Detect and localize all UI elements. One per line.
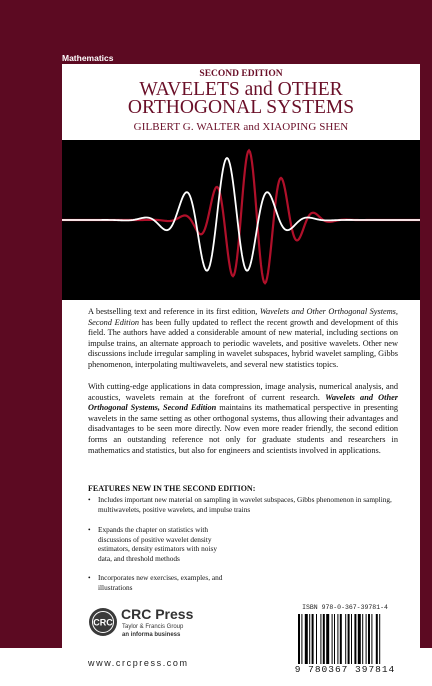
isbn-block bbox=[290, 604, 400, 686]
crc-press-logo-icon bbox=[88, 607, 118, 637]
cover-panel bbox=[62, 64, 420, 675]
barcode-bar bbox=[332, 614, 333, 664]
publisher-group: Taylor & Francis Group bbox=[122, 624, 184, 630]
publisher-block bbox=[88, 604, 218, 652]
barcode-bar bbox=[334, 614, 335, 664]
category-label: Mathematics bbox=[62, 53, 114, 63]
barcode-bar bbox=[358, 614, 361, 664]
description-paragraph-2 bbox=[88, 382, 398, 456]
p2-rest: maintains its mathematical perspective in presenting wavelets in the same setting as other orthogonal systems, thus allowing their advantages and disadvantages to be seen more directly. Now even more reader friendly, the second edition forms an outstanding reference not only for graduate students and researchers in mathematics and statistics, but also for engineers and scientists involved in applications. bbox=[88, 403, 398, 455]
barcode-bar bbox=[348, 614, 350, 664]
p1-lead: A bestselling text and reference in its first edition, bbox=[88, 307, 260, 316]
authors: GILBERT G. WALTER and XIAOPING SHEN bbox=[133, 121, 349, 133]
barcode-bar bbox=[305, 614, 308, 664]
publisher-business: an informa business bbox=[122, 632, 181, 638]
barcode-bar bbox=[298, 614, 300, 664]
feature-item bbox=[88, 525, 228, 563]
p1-rest: has been fully updated to reflect the recent growth and development of this field. The authors have added a considerable amount of new material, including sections on impulse trains, an alternate approach to periodic wavelets, and positive wavelets. Other new discussions include irregular sampling in wavelet subspaces, hybrid wavelet sampling, Gibbs phenomenon, interpolating multiwavelets, and several new statistics topics. bbox=[88, 317, 398, 369]
bullet-icon: • bbox=[88, 573, 91, 582]
barcode-bar bbox=[337, 614, 338, 664]
feature-item bbox=[88, 573, 228, 592]
barcode-bar bbox=[316, 614, 317, 664]
isbn-label: ISBN 978-0-367-39781-4 bbox=[302, 604, 388, 611]
barcode-bar bbox=[345, 614, 346, 664]
feature-text: Expands the chapter on statistics with discussions of positive wavelet density estimators, density estimators with noisy data, and threshold methods bbox=[98, 525, 217, 563]
isbn-barcode-icon bbox=[296, 614, 394, 664]
barcode-bar bbox=[376, 614, 378, 664]
publisher-url: www.crcpress.com bbox=[88, 658, 189, 668]
barcode-bar bbox=[366, 614, 367, 664]
barcode-bar bbox=[354, 614, 356, 664]
feature-text: Includes important new material on sampling in wavelet subspaces, Gibbs phenomenon in sampling, multiwavelets, positive wavelets, and impulse trains bbox=[98, 495, 392, 514]
barcode-bar bbox=[351, 614, 352, 664]
barcode-bar bbox=[323, 614, 325, 664]
barcode-bar bbox=[340, 614, 342, 664]
description-paragraph-1 bbox=[88, 307, 398, 371]
edition-label: SECOND EDITION bbox=[199, 69, 283, 79]
barcode-bar bbox=[371, 614, 372, 664]
title-line-1: WAVELETS and OTHER bbox=[139, 79, 343, 100]
bullet-icon: • bbox=[88, 495, 91, 504]
barcode-bar bbox=[301, 614, 302, 664]
barcode-bar bbox=[326, 614, 329, 664]
feature-text: Incorporates new exercises, examples, and illustrations bbox=[98, 573, 223, 592]
barcode-bar bbox=[309, 614, 310, 664]
crc-logo-text: CRC bbox=[93, 617, 113, 628]
barcode-bar bbox=[312, 614, 314, 664]
barcode-digits: 9 780367 397814 bbox=[294, 664, 396, 675]
feature-item bbox=[88, 495, 408, 514]
bullet-icon: • bbox=[88, 525, 91, 534]
wavelet-illustration bbox=[62, 140, 420, 300]
p2-title-italic: Wavelets and Other Orthogonal Systems, Second Edition bbox=[88, 392, 398, 413]
barcode-bar bbox=[379, 614, 380, 664]
wavelet-graphic bbox=[62, 140, 420, 300]
red-wavelet-curve bbox=[62, 150, 420, 283]
p1-title-italic: Wavelets and Other Orthogonal Systems, Second Edition bbox=[88, 307, 398, 327]
features-heading: FEATURES NEW IN THE SECOND EDITION: bbox=[88, 484, 256, 493]
p2-lead: With cutting-edge applications in data compression, image analysis, numerical analysis, and acoustics, wavelets remain at the forefront of current research. bbox=[88, 382, 398, 402]
book-title bbox=[62, 81, 420, 117]
barcode-bar bbox=[362, 614, 363, 664]
barcode-bar bbox=[368, 614, 370, 664]
publisher-name: CRC Press bbox=[121, 606, 194, 622]
title-line-2: ORTHOGONAL SYSTEMS bbox=[127, 97, 355, 118]
barcode-bar bbox=[320, 614, 321, 664]
